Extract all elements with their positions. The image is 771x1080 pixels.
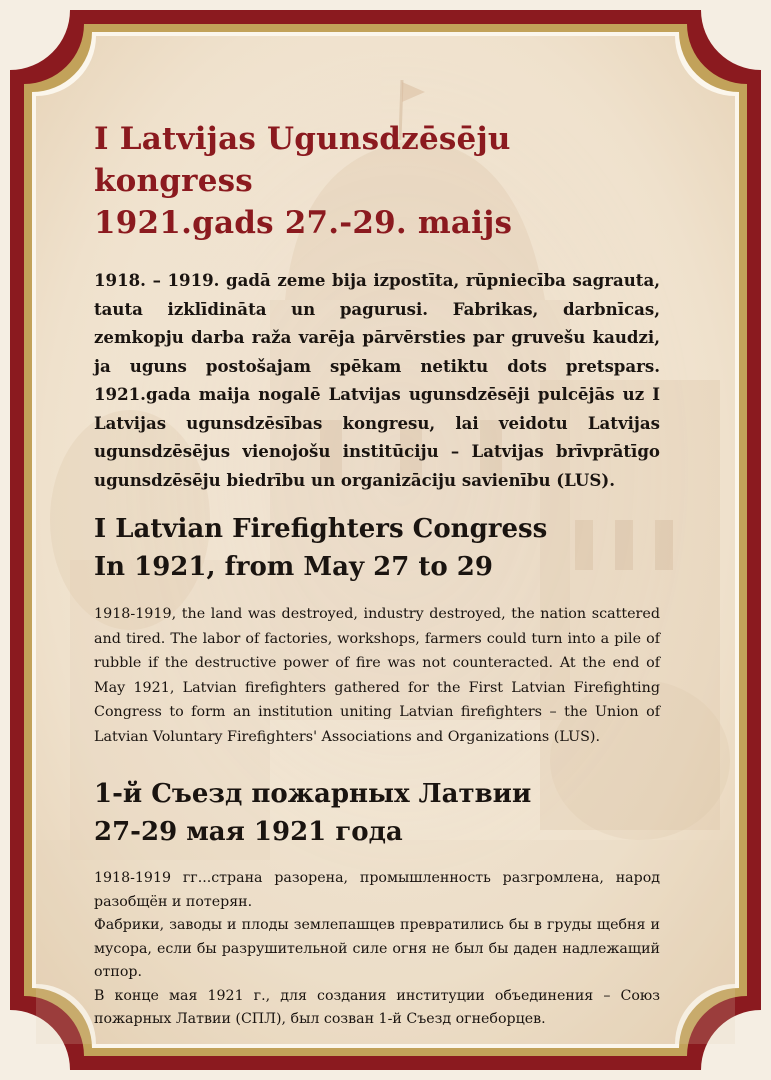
latvian-body: 1918. – 1919. gadā zeme bija izpostīta, rūpniecība sagrauta, tauta izklīdināta un pagurusi. Fabrikas, darbnīcas, zemkopju darba raža varēja pārvērsties par gruvešu kaudzi, ja uguns postošajam spēkam netiktu dots pretspars. 1921.gada maija nogalē Latvijas ugunsdzēsēji pulcējās uz I Latvijas ugunsdzēsības kongresu, lai veidotu Latvijas ugunsdzēsējus vienojošu institūciju – Latvijas brīvprātīgo ugunsdzēsēju biedrību un organizāciju savienību (LUS). — [94, 270, 660, 490]
english-body: 1918-1919, the land was destroyed, industry destroyed, the nation scattered and tired. The labor of factories, workshops, farmers could turn into a pile of rubble if the destructive power of fire was not counteracted. At the end of May 1921, Latvian firefighters gathered for the First Latvian Firefighting Congress to form an institution uniting Latvian firefighters – the Union of Latvian Voluntary Firefighters' Associations and Organizations (LUS). — [94, 606, 660, 745]
latvian-title-line2: 1921.gads 27.-29. maijs — [94, 205, 513, 241]
russian-title-line1: 1-й Съезд пожарных Латвии — [94, 779, 532, 809]
english-title-line1: I Latvian Firefighters Congress — [94, 514, 548, 544]
english-title — [94, 510, 660, 586]
english-title-line2: In 1921, from May 27 to 29 — [94, 552, 493, 582]
latvian-title-line1: I Latvijas Ugunsdzēsēju kongress — [94, 121, 511, 199]
russian-body-p1: 1918-1919 гг...страна разорена, промышленность разгромлена, народ разобщён и потерян. — [94, 870, 660, 910]
russian-title — [94, 775, 660, 851]
russian-body-p2: Фабрики, заводы и плоды землепашцев превратились бы в груды щебня и мусора, если бы разрушительной силе огня не был бы даден надлежащий отпор. — [94, 917, 660, 980]
russian-body-p3: В конце мая 1921 г., для создания институции объединения – Союз пожарных Латвии (СПЛ), был созван 1-й Съезд огнеборцев. — [94, 987, 660, 1027]
text-content — [94, 118, 660, 1032]
russian-title-line2: 27-29 мая 1921 года — [94, 817, 403, 847]
latvian-title — [94, 118, 660, 244]
russian-body — [94, 867, 660, 1032]
